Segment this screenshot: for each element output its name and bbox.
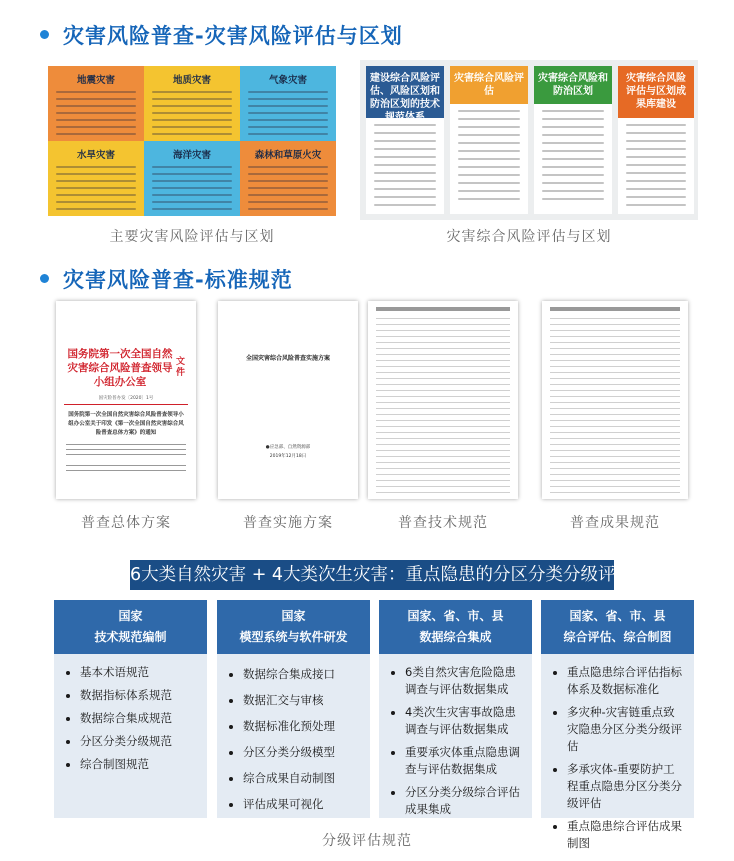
list-item: • 数据汇交与审核 — [243, 692, 362, 709]
panel-comprehensive-evaluation — [541, 600, 694, 850]
hazard-cell-flood-drought — [48, 141, 144, 216]
section-title-risk-assessment: 灾害风险普查-灾害风险评估与区划 — [40, 20, 403, 50]
panel-header: 国家 技术规范编制 — [54, 600, 207, 654]
card-title: 灾害综合风险和防治区划 — [534, 66, 612, 104]
panel-list — [541, 664, 694, 852]
bullet-dot-icon — [40, 30, 49, 39]
list-item: • 分区分类分级模型 — [243, 744, 362, 761]
list-item: • 多承灾体-重要防护工程重点隐患分区分类分级评估 — [567, 761, 686, 812]
doc-red-suffix: 文件 — [176, 357, 186, 378]
list-item: • 数据指标体系规范 — [80, 687, 199, 704]
panel-data-integration — [379, 600, 532, 818]
hazard-title: 地质灾害 — [172, 75, 211, 86]
hazard-grid — [48, 66, 336, 188]
caption-doc4: 普查成果规范 — [570, 515, 660, 531]
card-risk-zoning — [534, 66, 612, 214]
list-item: • 数据标准化预处理 — [243, 718, 362, 735]
panel-national-tech-spec — [54, 600, 207, 818]
list-item: • 基本术语规范 — [80, 664, 199, 681]
card-title: 灾害综合风险评估与区划成果库建设 — [618, 66, 694, 118]
bullet-dot-icon — [40, 274, 49, 283]
doc-org: ●应急部、自然资源部 — [265, 445, 311, 450]
doc-result-spec — [542, 301, 688, 499]
panel-list — [217, 666, 370, 813]
list-item: • 数据综合集成规范 — [80, 710, 199, 727]
doc-title: 全国灾害综合风险普查实施方案 — [245, 355, 330, 362]
hazard-cell-earthquake — [48, 66, 144, 141]
doc-red-title: 国务院第一次全国自然灾害综合风险普查领导小组办公室 — [67, 348, 173, 388]
doc-technical-spec — [368, 301, 518, 499]
card-title: 灾害综合风险评估 — [450, 66, 528, 104]
list-item: • 数据综合集成接口 — [243, 666, 362, 683]
list-item: • 分区分类分级规范 — [80, 733, 199, 750]
list-item: • 综合成果自动制图 — [243, 770, 362, 787]
classification-banner: 6大类自然灾害 + 4大类次生灾害：重点隐患的分区分类分级评估 — [130, 560, 614, 590]
list-item: • 综合制图规范 — [80, 756, 199, 773]
panel-header: 国家、省、市、县 综合评估、综合制图 — [541, 600, 694, 654]
section-title-standards: 灾害风险普查-标准规范 — [40, 264, 293, 294]
caption-doc3: 普查技术规范 — [398, 515, 488, 531]
caption-doc1: 普查总体方案 — [81, 515, 171, 531]
card-title: 建设综合风险评估、风险区划和防治区划的技术规范体系 — [366, 66, 444, 118]
hazard-title: 森林和草原火灾 — [254, 150, 322, 161]
hazard-cell-geology — [144, 66, 240, 141]
list-item: • 6类自然灾害危险隐患调查与评估数据集成 — [405, 664, 524, 698]
doc-overall-plan — [56, 301, 196, 499]
list-item: • 重要承灾体重点隐患调查与评估数据集成 — [405, 744, 524, 778]
panel-header: 国家 模型系统与软件研发 — [217, 600, 370, 654]
list-item: • 分区分类分级综合评估成果集成 — [405, 784, 524, 818]
caption-doc2: 普查实施方案 — [243, 515, 333, 531]
comprehensive-assessment-panel — [360, 60, 698, 220]
hazard-title: 海洋灾害 — [172, 150, 211, 161]
panel-list — [379, 664, 532, 818]
doc-implementation-plan — [218, 301, 358, 499]
list-item: • 多灾种-灾害链重点致灾隐患分区分类分级评估 — [567, 704, 686, 755]
list-item: • 4类次生灾害事故隐患调查与评估数据集成 — [405, 704, 524, 738]
panel-header: 国家、省、市、县 数据综合集成 — [379, 600, 532, 654]
panel-model-software — [217, 600, 370, 818]
hazard-cell-forest-fire — [240, 141, 336, 216]
hazard-cell-meteorology — [240, 66, 336, 141]
caption-bottom: 分级评估规范 — [322, 833, 412, 849]
list-item: • 重点隐患综合评估成果制图 — [567, 818, 686, 852]
doc-date: 2019年12月18日 — [269, 454, 307, 459]
card-result-database — [618, 66, 694, 214]
card-technical-system — [366, 66, 444, 214]
panel-list — [54, 664, 207, 773]
list-item: • 评估成果可视化 — [243, 796, 362, 813]
hazard-title: 水旱灾害 — [76, 150, 115, 161]
caption-right: 灾害综合风险评估与区划 — [446, 229, 612, 245]
doc-heading: 国务院第一次全国自然灾害综合风险普查领导小组办公室关于印发《第一次全国自然灾害综合风险普查总体方案》的通知 — [68, 412, 184, 436]
list-item: • 重点隐患综合评估指标体系及数据标准化 — [567, 664, 686, 698]
doc-number: 国灾险普办发〔2020〕1号 — [98, 396, 154, 401]
hazard-title: 地震灾害 — [76, 75, 115, 86]
card-risk-assessment — [450, 66, 528, 214]
hazard-title: 气象灾害 — [268, 75, 307, 86]
caption-left: 主要灾害风险评估与区划 — [109, 229, 275, 245]
hazard-cell-ocean — [144, 141, 240, 216]
doc-red-rule — [64, 404, 188, 405]
